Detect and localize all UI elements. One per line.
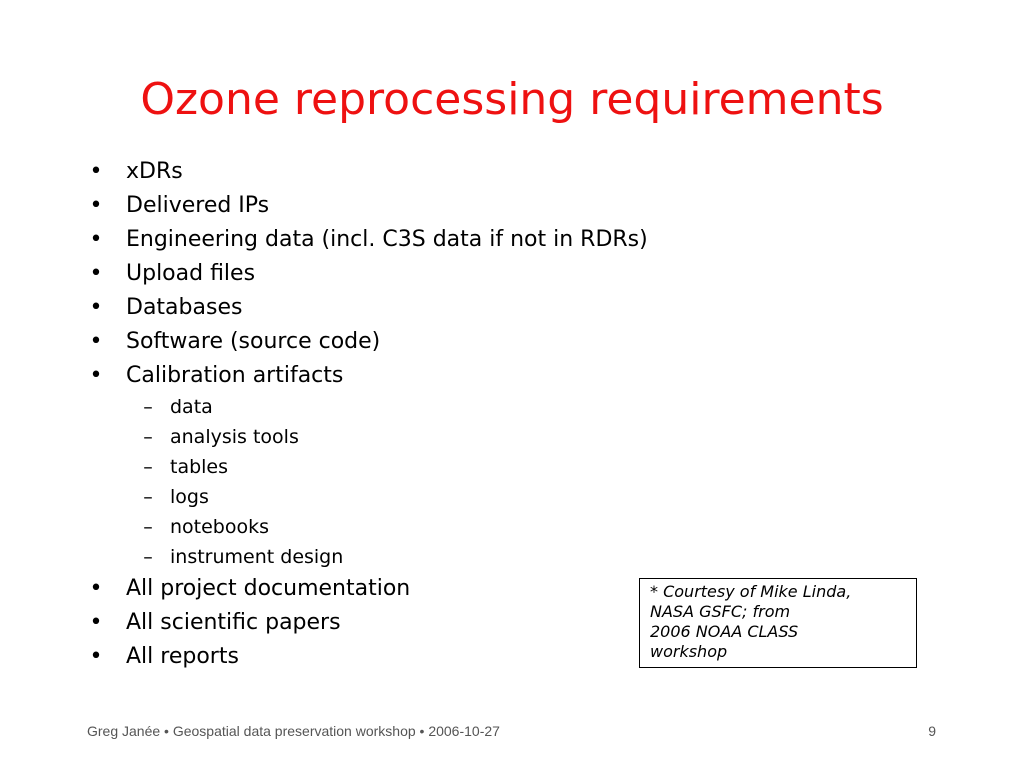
note-line: 2006 NOAA CLASS — [650, 622, 799, 641]
note-line: * Courtesy of Mike Linda, — [650, 582, 852, 601]
sub-bullet-item — [86, 422, 646, 452]
bullet-marker: • — [89, 644, 103, 669]
bullet-text: All scientific papers — [126, 610, 341, 635]
bullet-text: Delivered IPs — [126, 193, 270, 218]
sub-bullet-item — [86, 392, 646, 422]
bullet-item — [86, 359, 646, 393]
slide-title: Ozone reprocessing requirements — [140, 74, 884, 125]
bullet-marker: • — [89, 261, 103, 286]
courtesy-note — [639, 578, 917, 668]
bullet-item — [86, 572, 646, 606]
bullet-marker: • — [89, 576, 103, 601]
dash-marker: – — [143, 486, 153, 508]
bullet-marker: • — [89, 295, 103, 320]
dash-marker: – — [143, 546, 153, 568]
bullet-marker: • — [89, 610, 103, 635]
sub-bullet-item — [86, 512, 646, 542]
sub-bullet-list — [86, 392, 646, 572]
bullet-list — [86, 155, 646, 674]
sub-bullet-text: instrument design — [170, 546, 344, 568]
bullet-marker: • — [89, 159, 103, 184]
sub-bullet-item — [86, 542, 646, 572]
sub-bullet-text: logs — [170, 486, 209, 508]
sub-bullet-item — [86, 482, 646, 512]
bullet-marker: • — [89, 363, 103, 388]
bullet-text: xDRs — [126, 159, 183, 184]
bullet-item — [86, 291, 646, 325]
bullet-text: Software (source code) — [126, 329, 381, 354]
dash-marker: – — [143, 396, 153, 418]
sub-bullet-text: tables — [170, 456, 229, 478]
bullet-item — [86, 640, 646, 674]
bullet-item — [86, 223, 646, 257]
bullet-text: All project documentation — [126, 576, 411, 601]
dash-marker: – — [143, 426, 153, 448]
note-line: workshop — [650, 642, 728, 661]
dash-marker: – — [143, 456, 153, 478]
dash-marker: – — [143, 516, 153, 538]
bullet-item — [86, 257, 646, 291]
bullet-text: Calibration artifacts — [126, 363, 344, 388]
sub-bullet-item — [86, 452, 646, 482]
bullet-text: Databases — [126, 295, 243, 320]
sub-bullet-text: data — [170, 396, 213, 418]
sub-bullet-text: analysis tools — [170, 426, 299, 448]
note-line: NASA GSFC; from — [650, 602, 791, 621]
bullet-text: All reports — [126, 644, 239, 669]
slide-footer: Greg Janée • Geospatial data preservation workshop • 2006-10-27 — [87, 723, 500, 739]
sub-bullet-text: notebooks — [170, 516, 270, 538]
bullet-marker: • — [89, 329, 103, 354]
bullet-item — [86, 606, 646, 640]
bullet-text: Engineering data (incl. C3S data if not in RDRs) — [126, 227, 648, 252]
page-number: 9 — [928, 723, 936, 739]
bullet-marker: • — [89, 193, 103, 218]
bullet-item — [86, 325, 646, 359]
bullet-item — [86, 155, 646, 189]
bullet-marker: • — [89, 227, 103, 252]
bullet-text: Upload files — [126, 261, 256, 286]
bullet-item — [86, 189, 646, 223]
